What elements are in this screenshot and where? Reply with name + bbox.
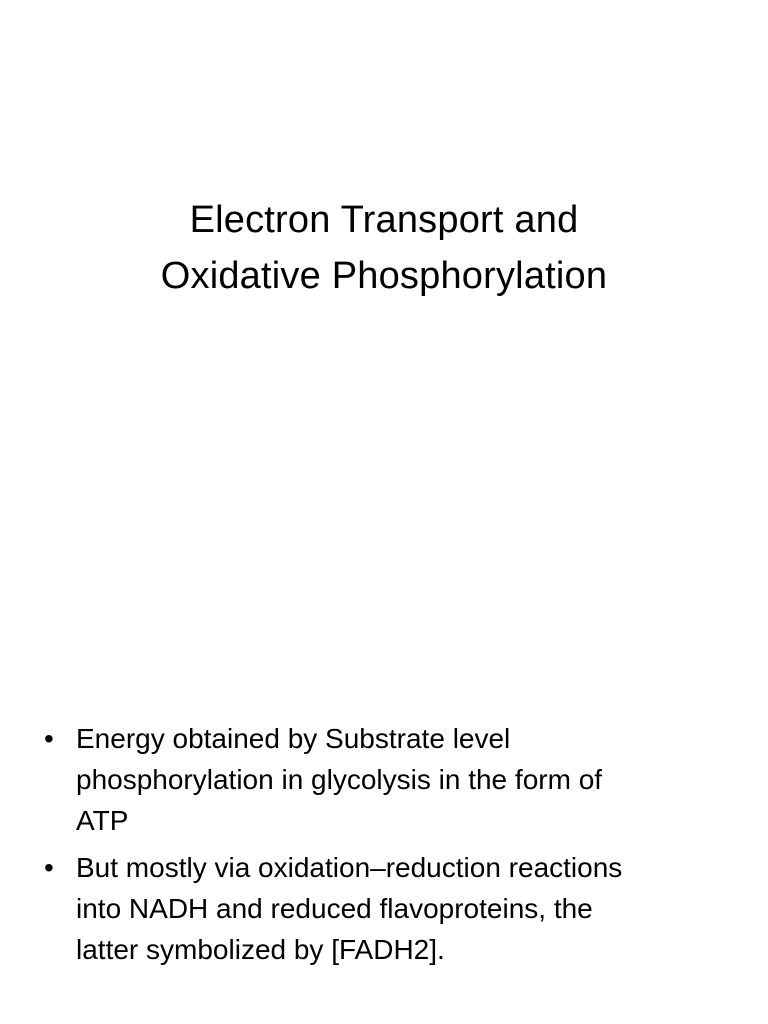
- bullet-item: [44, 718, 724, 841]
- slide-title: [60, 192, 708, 304]
- bullet-text-line: phosphorylation in glycolysis in the form of: [76, 764, 603, 795]
- slide-title-line: Electron Transport and: [189, 199, 579, 241]
- bullet-dot-icon: •: [44, 723, 54, 754]
- bullet-list: [44, 718, 724, 976]
- bullet-item: [44, 847, 724, 970]
- bullet-text-line: ATP: [76, 805, 129, 836]
- bullet-text-line: Energy obtained by Substrate level: [76, 723, 511, 754]
- bullet-text-line: into NADH and reduced flavoproteins, the: [76, 893, 593, 924]
- slide-title-line: Oxidative Phosphorylation: [160, 255, 608, 297]
- bullet-text-line: But mostly via oxidation–reduction reactions: [76, 852, 623, 883]
- bullet-text-line: latter symbolized by [FADH2].: [76, 934, 445, 965]
- bullet-dot-icon: •: [44, 852, 54, 883]
